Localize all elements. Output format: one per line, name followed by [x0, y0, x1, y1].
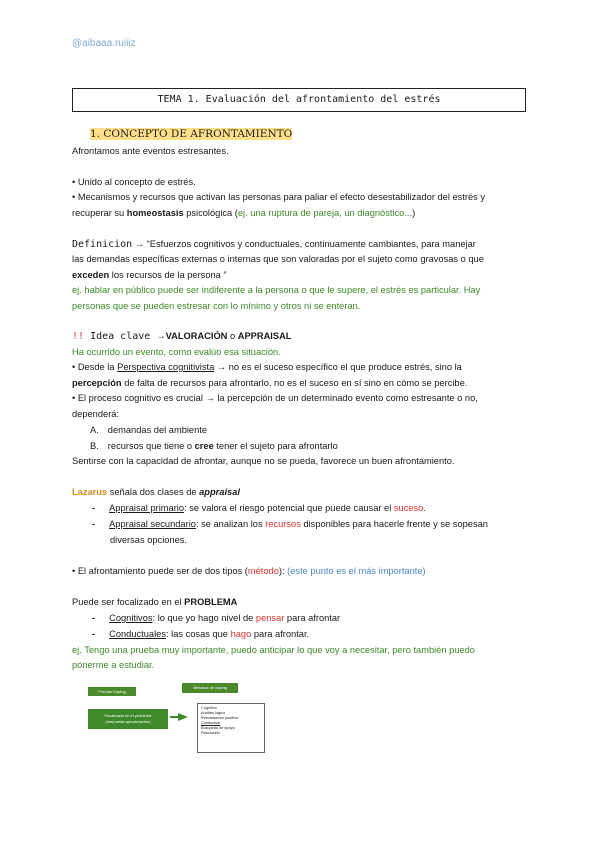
- definicion-line: [72, 239, 476, 250]
- exceden-term: exceden: [72, 270, 110, 280]
- text: : se analizan los: [195, 519, 266, 529]
- appraisal-secundario-term: Appraisal secundario: [109, 519, 196, 529]
- list-text: demandas del ambiente: [107, 425, 208, 435]
- idea-line-1: [72, 362, 462, 372]
- dash: -: [92, 613, 96, 623]
- diagram-list-item: Búsqueda de apoyo: [201, 726, 235, 730]
- coping-diagram: [88, 683, 265, 755]
- section-heading-text: 1. CONCEPTO DE AFRONTAMIENTO: [90, 128, 293, 140]
- section-heading: [90, 128, 292, 140]
- problema-example-2: ponerme a estudiar.: [72, 660, 155, 670]
- perspectiva-link: Perspectiva cognitivista: [117, 362, 215, 372]
- text: disponibles para hacerle frente y se sopesan: [300, 519, 488, 529]
- text: psicológica (: [183, 208, 238, 218]
- text: .: [423, 503, 426, 513]
- appraisal-secundario-cont: diversas opciones.: [110, 535, 187, 545]
- dash: -: [92, 629, 96, 639]
- metodo-term: método: [247, 566, 279, 576]
- text: : se valora el riesgo potencial que puede causar el: [184, 503, 394, 513]
- idea-line-4: dependerá:: [72, 409, 120, 419]
- diagram-list-item: Resolución: [201, 731, 220, 735]
- text: o: [227, 331, 238, 341]
- list-text: recursos que tiene o: [107, 441, 195, 451]
- cree-term: cree: [194, 441, 214, 451]
- diagram-list-item: Cognitivo: [201, 706, 217, 710]
- problema-term: PROBLEMA: [184, 597, 238, 607]
- text: ):: [278, 566, 288, 576]
- diagram-tag-metodos: Métodos de coping: [182, 683, 238, 693]
- diagram-tag-formas: Formas Coping: [88, 687, 136, 696]
- percepcion-term: percepción: [72, 378, 122, 388]
- text: los recursos de la persona ”: [109, 270, 227, 280]
- pensar-term: pensar: [255, 613, 285, 623]
- text: • El afrontamiento puede ser de dos tipos (: [72, 566, 248, 576]
- hago-term: hago: [230, 629, 252, 639]
- list-item-a: [90, 425, 207, 435]
- diagram-list-item: Análisis lógico: [201, 711, 226, 715]
- appraisal-primario-term: Appraisal primario: [109, 503, 185, 513]
- conductuales-term: Conductuales: [109, 629, 166, 639]
- appraisal-primario: [92, 503, 426, 513]
- idea-line-2: [72, 378, 467, 388]
- text: para afrontar.: [251, 629, 310, 639]
- text: ): [412, 208, 416, 218]
- list-item-b: [90, 441, 338, 451]
- problema-example-1: ej. Tengo una prueba muy importante, puedo anticipar lo que voy a necesitar, pero también puedo: [72, 645, 475, 655]
- definicion-example-2: personas que se pueden estresar con lo mínimo y otros ni se enteran.: [72, 301, 361, 311]
- text: recuperar su: [72, 208, 127, 218]
- appraisal-term: appraisal: [199, 487, 240, 497]
- diagram-box-line: Focalizado en el problema: [104, 713, 152, 718]
- suceso-term: suceso: [393, 503, 424, 513]
- text: señala dos clases de: [107, 487, 200, 497]
- idea-clave-label: Idea clave: [84, 331, 157, 342]
- recursos-term: recursos: [265, 519, 301, 529]
- exclamation-marks: !!: [72, 331, 85, 342]
- homeostasis-term: homeostasis: [126, 208, 184, 218]
- idea-clave-line: [72, 331, 291, 342]
- text: → no es el suceso específico el que produce estrés, sino la: [214, 362, 462, 372]
- diagram-list-item: Conductual: [201, 721, 221, 725]
- text: de falta de recursos para afrontarlo, no es el suceso en sí sino en cómo se percibe.: [121, 378, 468, 388]
- text: Puede ser focalizado en el: [72, 597, 185, 607]
- idea-green: Ha ocurrido un evento, como evalúo esa situación.: [72, 347, 281, 357]
- text: para afrontar: [284, 613, 341, 623]
- cognitivos-term: Cognitivos: [109, 613, 153, 623]
- bullet-mecanismos-cont: [72, 208, 415, 218]
- note-text: (este punto es el más importante): [287, 566, 426, 576]
- diagram-box-line: (respuesta aproximación): [105, 719, 151, 724]
- list-text: tener el sujeto para afrontarlo: [213, 441, 338, 451]
- lazarus-name: Lazarus: [72, 487, 108, 497]
- diagram-list-item: Reevaluación positiva: [201, 716, 238, 720]
- appraisal-term: APPRAISAL: [237, 331, 292, 341]
- list-letter: A.: [90, 425, 99, 435]
- list-letter: B.: [90, 441, 99, 451]
- watermark: @aibaaa.ruiiiz: [72, 38, 136, 49]
- diagram-box-problema: [88, 709, 168, 729]
- definicion-line-3: [72, 270, 227, 280]
- text: : las cosas que: [165, 629, 231, 639]
- bullet-mecanismos: • Mecanismos y recursos que activan las personas para paliar el efecto desestabilizador del estrés y: [72, 192, 486, 202]
- page-title: TEMA 1. Evaluación del afrontamiento del estrés: [72, 88, 526, 112]
- text: • Desde la: [72, 362, 118, 372]
- valoracion-term: VALORACIÓN: [165, 331, 228, 341]
- arrow: →: [156, 331, 166, 341]
- diagram-list-box: [197, 703, 265, 753]
- idea-line-3: • El proceso cognitivo es crucial → la percepción de un determinado evento como estresante o no,: [72, 393, 478, 403]
- definicion-label: Definicion: [72, 239, 133, 250]
- text: : lo que yo hago nivel de: [152, 613, 256, 623]
- bullet-stress: • Unido al concepto de estrés.: [72, 177, 196, 187]
- appraisal-secundario: [92, 519, 488, 529]
- arrow-head-icon: [178, 713, 188, 721]
- dash: -: [92, 503, 96, 513]
- dash: -: [92, 519, 96, 529]
- definicion-example-1: ej. hablar en público puede ser indiferente a la persona o que le supere, el estrés es particular. Hay: [72, 285, 481, 295]
- afrontamiento-line: [72, 566, 426, 576]
- cognitivos-item: [92, 613, 340, 623]
- example-text: ej. una ruptura de pareja, un diagnóstico...: [237, 208, 413, 218]
- problema-line: [72, 597, 237, 607]
- conductuales-item: [92, 629, 309, 639]
- definicion-line-2: las demandas específicas externas o internas que son valoradas por el sujeto como gravosas o que: [72, 254, 484, 264]
- lazarus-line: [72, 487, 240, 497]
- idea-closing: Sentirse con la capacidad de afrontar, aunque no se pueda, favorece un buen afrontamiento.: [72, 456, 455, 466]
- intro-line: Afrontamos ante eventos estresantes.: [72, 146, 229, 156]
- definicion-text: → “Esfuerzos cognitivos y conductuales, continuamente cambiantes, para manejar: [132, 239, 476, 249]
